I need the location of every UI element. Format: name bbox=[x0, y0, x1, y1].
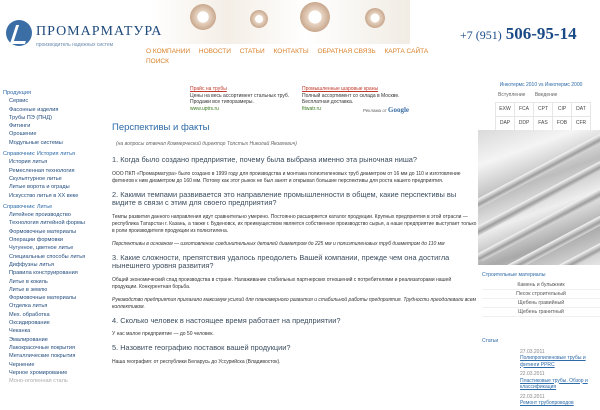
article-link[interactable]: Ремонт трубопроводов bbox=[520, 400, 574, 406]
incoterm-cell[interactable]: DDP bbox=[514, 116, 534, 131]
sidebar-item[interactable]: Мех. обработка bbox=[9, 311, 50, 318]
article bbox=[112, 124, 478, 372]
nav-search[interactable]: ПОИСК bbox=[146, 58, 169, 65]
sidebar-item[interactable]: Искусство литья в XX веке bbox=[9, 192, 79, 199]
ads-by-label: Реклама от bbox=[363, 108, 387, 113]
incoterm-cell[interactable]: EXW bbox=[495, 102, 515, 117]
sidebar-item[interactable]: Чернение bbox=[9, 361, 35, 368]
article-link[interactable]: Полипропиленовые трубы и фитинги PPRC bbox=[520, 355, 586, 368]
incoterms-tabs bbox=[498, 92, 600, 98]
sidebar-item[interactable]: Фитинги bbox=[9, 123, 31, 130]
materials-item[interactable]: Щебень гранитный bbox=[482, 308, 600, 317]
materials-item[interactable]: Щебень гравийный bbox=[482, 299, 600, 308]
sidebar-item[interactable]: Ремесленная технология bbox=[9, 167, 75, 174]
phone-number bbox=[460, 24, 577, 44]
answer-text: Перспективы в основном — изготовление соединительных деталей диаметром до 225 мм и полиэтиленовых труб диаметром до 110 мм bbox=[112, 240, 445, 247]
top-navigation bbox=[146, 47, 446, 67]
sidebar-item[interactable]: Диффузны литья bbox=[9, 261, 54, 268]
ad-item[interactable] bbox=[190, 86, 320, 112]
sidebar-item[interactable]: Правила конструирования bbox=[9, 270, 78, 277]
question-heading: 1. Когда было создано предприятие, почему была выбрана именно эта рыночная ниша? bbox=[112, 155, 418, 164]
incoterm-cell[interactable]: FAS bbox=[533, 116, 553, 131]
sidebar-item[interactable]: Фасонные изделия bbox=[9, 106, 59, 113]
tab-intro[interactable]: Вступление bbox=[498, 92, 526, 98]
articles-title[interactable]: Статьи bbox=[482, 338, 499, 344]
answer-text: У нас малое предприятие — до 50 человек. bbox=[112, 331, 214, 337]
sidebar-item[interactable]: Сервис bbox=[9, 98, 29, 105]
sidebar-item[interactable]: Моно-оголенная сталь bbox=[9, 378, 68, 385]
phone-prefix: +7 (951) bbox=[460, 28, 502, 42]
sidebar-item[interactable]: Модульные системы bbox=[9, 139, 63, 146]
ad-url[interactable]: fitwatr.ru bbox=[302, 105, 321, 112]
incoterm-cell[interactable]: CPT bbox=[533, 102, 553, 117]
sidebar-section-title[interactable]: Справочник: История литья bbox=[3, 151, 76, 158]
sidebar-item[interactable]: Эмалирование bbox=[9, 336, 48, 343]
question-heading: 3. Какие сложности, препятствия удалось преодолеть Вашей компании, прежде чем она достигла нынешнего уровня развития? bbox=[112, 252, 450, 270]
sidebar-item[interactable]: Технология литейной формы bbox=[9, 220, 85, 227]
page-title: Перспективы и факты bbox=[112, 122, 210, 133]
answer-text: Наша география: от республики Беларусь до Уссурийска (Владивосток). bbox=[112, 358, 281, 365]
google-ads-label[interactable] bbox=[363, 106, 409, 114]
sidebar-item[interactable]: Отделка литья bbox=[9, 303, 48, 310]
nav-sitemap[interactable]: КАРТА САЙТА bbox=[384, 48, 429, 55]
phone-digits: 506-95-14 bbox=[505, 24, 577, 43]
materials-item[interactable]: Песок строительный bbox=[482, 290, 600, 299]
nav-news[interactable]: НОВОСТИ bbox=[198, 48, 231, 55]
ad-line: Продажи все типоразмеры. bbox=[190, 99, 254, 105]
incoterm-cell[interactable]: CFR bbox=[571, 116, 591, 131]
sidebar-item[interactable]: Операции формовки bbox=[9, 237, 64, 244]
nav-articles[interactable]: СТАТЬИ bbox=[239, 48, 265, 55]
question-heading: 5. Назовите географию поставок вашей продукции? bbox=[112, 343, 291, 352]
header-banner bbox=[150, 0, 410, 44]
sidebar-item[interactable]: Орошение bbox=[9, 131, 37, 138]
answer-text: Руководство предприятия прилагало максимум усилий для планомерного развития и стабильной работы предприятия. Трудности преодолевали всем коллективом. bbox=[112, 296, 476, 310]
nav-contacts[interactable]: КОНТАКТЫ bbox=[273, 48, 309, 55]
article-intro: (на вопросы отвечал Коммерческий директор Толстых Николай Яковлевич) bbox=[116, 141, 297, 147]
logo-name[interactable]: ПРОМАРМАТУРА bbox=[36, 24, 163, 39]
sidebar-item[interactable]: Чугунное, цветное литье bbox=[9, 245, 74, 252]
sidebar-item[interactable]: Литые ворота и ограды bbox=[9, 184, 70, 191]
sidebar-item[interactable]: Черное хромирование bbox=[9, 369, 68, 376]
incoterms-title[interactable]: Инкотермс 2010 vs Инкотермс 2000 bbox=[499, 82, 583, 88]
nav-about[interactable]: О КОМПАНИИ bbox=[146, 48, 191, 55]
left-sidebar bbox=[0, 86, 110, 385]
sidebar-item[interactable]: Лакокрасочные покрытия bbox=[9, 344, 76, 351]
sidebar-item[interactable]: Формовочные материалы bbox=[9, 228, 77, 235]
sidebar-item[interactable]: Литье в землю bbox=[9, 286, 48, 293]
google-brand[interactable]: Google bbox=[388, 106, 410, 114]
sidebar-item[interactable]: История литья bbox=[9, 159, 48, 166]
pipes-image bbox=[478, 130, 600, 265]
sidebar-section-title[interactable]: Продукция bbox=[3, 90, 31, 96]
materials-title[interactable]: Строительные материалы bbox=[482, 272, 546, 278]
sidebar-item[interactable]: Специальные способы литья bbox=[9, 253, 86, 260]
nav-feedback[interactable]: ОБРАТНАЯ СВЯЗЬ bbox=[317, 48, 376, 55]
ad-line: Цены на весь ассортимент стальных труб. bbox=[190, 92, 290, 99]
ad-title[interactable]: Прайс на трубы bbox=[190, 86, 227, 92]
sidebar-item[interactable]: Литейное производство bbox=[9, 212, 71, 219]
article-date: 27.03.2011 bbox=[520, 348, 545, 355]
tab-introduction[interactable]: Введение bbox=[534, 92, 558, 98]
sidebar-item[interactable]: Металлические покрытия bbox=[9, 353, 76, 360]
article-link[interactable]: Пластиковые трубы. Обзор и классификация bbox=[520, 377, 588, 390]
question-heading: 4. Сколько человек в настоящее время работает на предприятии? bbox=[112, 315, 341, 325]
ad-title[interactable]: Промышленные шаровые краны bbox=[302, 86, 379, 92]
articles-block bbox=[482, 338, 600, 410]
materials-item[interactable]: Камень и булыжник bbox=[482, 281, 600, 290]
incoterm-cell[interactable]: DAT bbox=[571, 102, 591, 117]
incoterm-cell[interactable]: DAP bbox=[495, 116, 515, 131]
logo-icon[interactable] bbox=[6, 20, 32, 46]
answer-text: ООО ПКП «Промарматура» было создано в 1999 году для производства и монтажа полиэтиленовых труб диаметром от 16 мм до 110 и изготовление фитингов к ним диаметром до 160 мм. Потому как этот рынок не был занят и открывал большие перспективы для роста нашего предприятия. bbox=[112, 170, 461, 184]
sidebar-item[interactable]: Оксидирование bbox=[9, 320, 50, 327]
site-header bbox=[0, 0, 600, 80]
question-heading: 2. Какими темпами развивается это направление промышленности в общем, какие перспективы вы видите в связи с этим для своего предприятия? bbox=[112, 189, 457, 207]
sidebar-item[interactable]: Литье в кокиль bbox=[9, 278, 48, 285]
answer-text: Общий экономический спад производства в стране. Налаживание стабильных партнерских отношений с потребителями и реализаторами нашей продукции. Конкурентная борьба. bbox=[112, 276, 452, 290]
answer-text: Темпы развития данного направления идут сравнительно умерено. Постоянно расширяется каталог продукции. Крупных предприятия в этой отрасли — республика Татарстан г. Казань, а также г. Буденовск, их преимуществом является собственное производство сырья, а наше предприятие выступает только в роли производителя продукции из полиэтилена. bbox=[112, 213, 477, 234]
ad-line: Полный ассортимент со склада в Москве. bbox=[302, 92, 400, 99]
sidebar-item[interactable]: Скульптурное литье bbox=[9, 175, 62, 182]
logo-tagline: производитель надежных систем bbox=[36, 42, 114, 48]
ad-line: Бесплатная доставка. bbox=[302, 99, 354, 105]
sidebar-item[interactable]: Трубы ПЭ (ПНД) bbox=[9, 114, 52, 121]
sidebar-section-title[interactable]: Справочник: Литье bbox=[3, 203, 53, 210]
sidebar-item[interactable]: Чеканка bbox=[9, 328, 31, 335]
article-date: 22.03.2011 bbox=[520, 393, 545, 400]
article-date: 22.03.2011 bbox=[520, 371, 545, 377]
materials-block bbox=[482, 271, 600, 317]
sidebar-item[interactable]: Формовочные материалы bbox=[9, 295, 77, 302]
incoterm-cell[interactable]: FOB bbox=[552, 116, 572, 131]
incoterm-cell[interactable]: FCA bbox=[514, 102, 534, 117]
incoterm-cell[interactable]: CIP bbox=[552, 102, 572, 117]
ad-url[interactable]: www.uptrs.ru bbox=[190, 105, 219, 112]
